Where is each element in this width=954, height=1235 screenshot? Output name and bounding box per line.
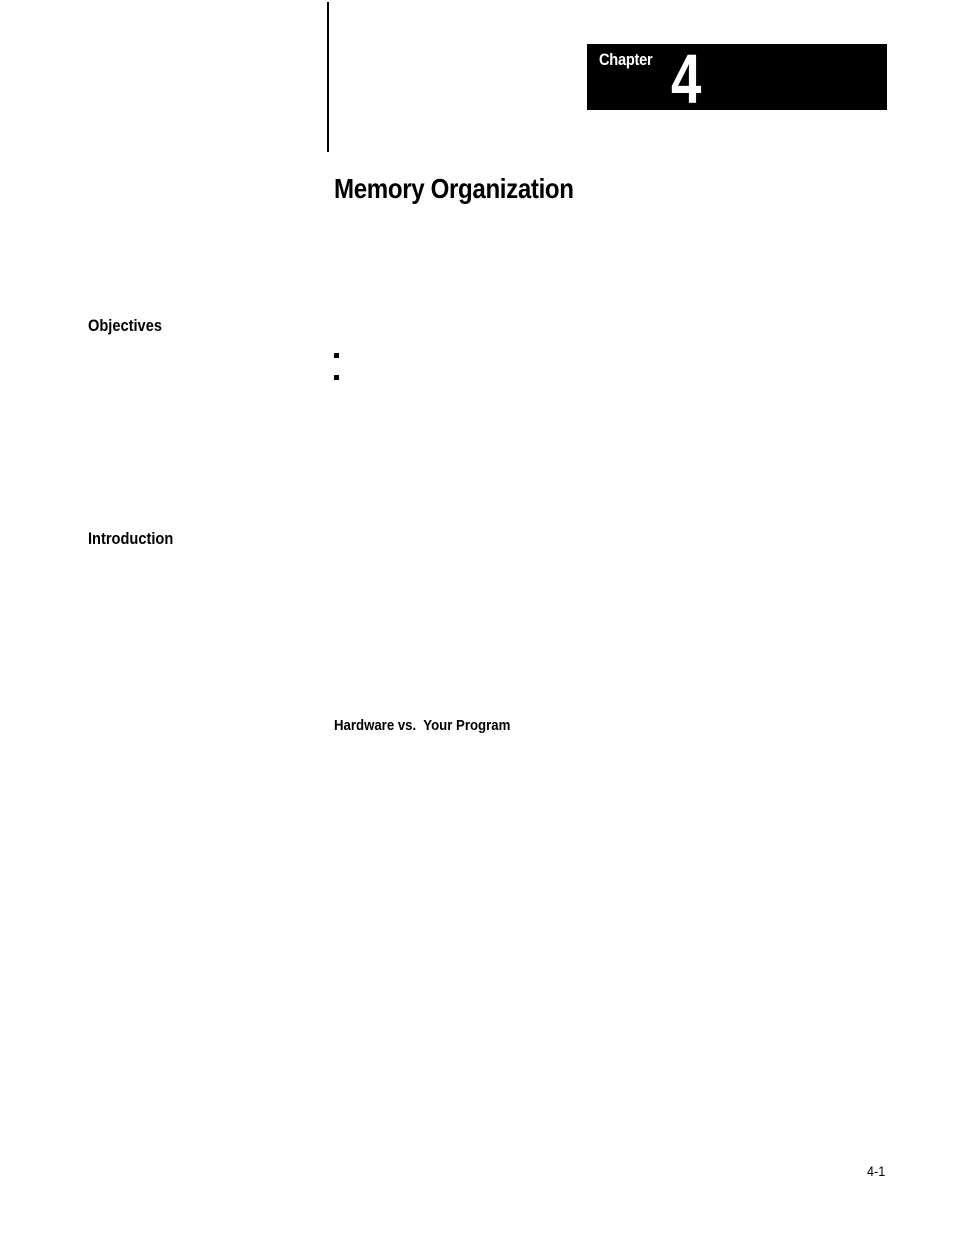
section-heading-objectives: Objectives <box>88 316 162 335</box>
section-heading-introduction: Introduction <box>88 529 174 548</box>
page-number: 4-1 <box>867 1163 886 1179</box>
margin-rule <box>327 2 329 152</box>
bullet-marker <box>334 353 339 358</box>
chapter-number: 4 <box>671 40 702 118</box>
chapter-tab <box>587 40 887 118</box>
chapter-label: Chapter <box>599 50 653 69</box>
subheading-hardware-vs-program: Hardware vs. Your Program <box>334 717 511 734</box>
bullet-marker <box>334 375 339 380</box>
page-title: Memory Organization <box>334 173 574 204</box>
